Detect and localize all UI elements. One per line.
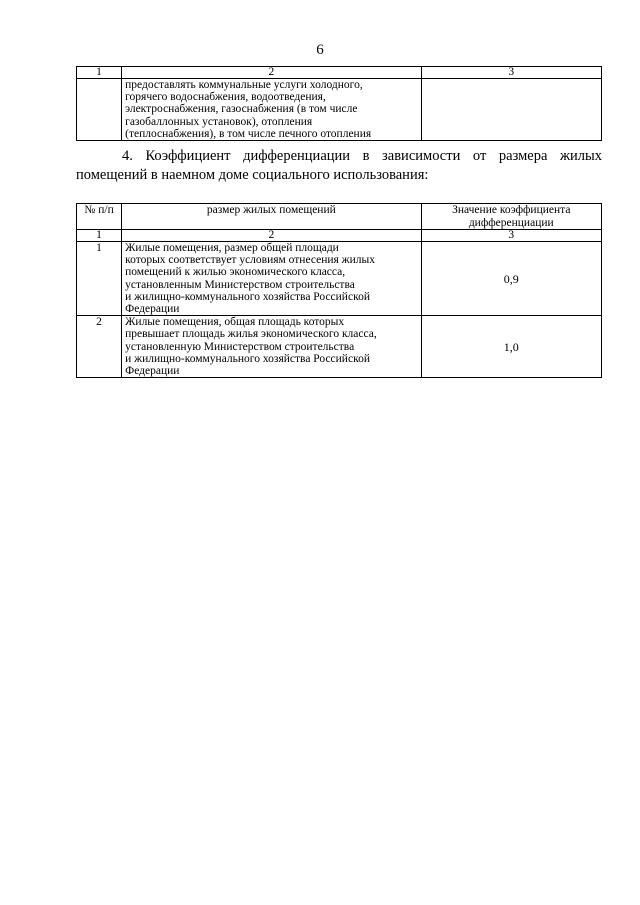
text-line: Федерации bbox=[125, 365, 180, 378]
row-description-cell bbox=[122, 242, 421, 316]
header-coefficient: Значение коэффициента дифференциации bbox=[421, 204, 601, 230]
row-value-cell bbox=[421, 79, 601, 141]
coefficient-table bbox=[76, 203, 602, 378]
column-number-3: 3 bbox=[421, 230, 601, 242]
text-line: которых соответствует условиям отнесения жилых bbox=[125, 254, 375, 267]
continued-table bbox=[76, 66, 602, 141]
header-room-size: размер жилых помещений bbox=[122, 204, 421, 230]
column-number-2: 2 bbox=[122, 230, 421, 242]
text-line: Жилые помещения, размер общей площади bbox=[125, 242, 339, 254]
table-column-numbers bbox=[77, 230, 602, 242]
text-line: установленным Министерством строительства bbox=[125, 278, 355, 291]
row-number-cell: 1 bbox=[77, 242, 122, 316]
coefficient-value: 1,0 bbox=[421, 316, 601, 378]
column-number-1: 1 bbox=[77, 67, 122, 79]
text-line: электроснабжения, газоснабжения (в том числе bbox=[125, 103, 358, 116]
column-number-3: 3 bbox=[421, 67, 601, 79]
column-number-2: 2 bbox=[122, 67, 421, 79]
page-number: 6 bbox=[316, 42, 324, 58]
text-line: помещений к жилью экономического класса, bbox=[125, 266, 346, 279]
text-line: предоставлять коммунальные услуги холодного, bbox=[125, 79, 363, 91]
row-description-cell bbox=[122, 316, 421, 378]
text-line: газобаллонных установок), отопления bbox=[125, 115, 313, 128]
table-row bbox=[77, 79, 602, 141]
text-line: и жилищно-коммунального хозяйства Российской bbox=[125, 352, 370, 365]
table-row bbox=[77, 316, 602, 378]
section-paragraph: 4. Коэффициент дифференциации в зависимости от размера жилых помещений в наемном доме социального использования: bbox=[76, 148, 602, 183]
text-line: горячего водоснабжения, водоотведения, bbox=[125, 91, 326, 104]
table-header-row bbox=[77, 204, 602, 230]
table-row bbox=[77, 242, 602, 316]
row-description-cell bbox=[122, 79, 421, 141]
table-column-numbers bbox=[77, 67, 602, 79]
text-line: превышает площадь жилья экономического класса, bbox=[125, 328, 377, 341]
row-number-cell: 2 bbox=[77, 316, 122, 378]
text-line: установленную Министерством строительства bbox=[125, 340, 355, 353]
text-line: и жилищно-коммунального хозяйства Российской bbox=[125, 290, 370, 303]
text-line: Федерации bbox=[125, 303, 180, 316]
coefficient-value: 0,9 bbox=[421, 242, 601, 316]
text-line: Жилые помещения, общая площадь которых bbox=[125, 316, 345, 329]
column-number-1: 1 bbox=[77, 230, 122, 242]
row-number-cell bbox=[77, 79, 122, 141]
text-line: (теплоснабжения), в том числе печного отопления bbox=[125, 127, 372, 140]
header-number: № п/п bbox=[77, 204, 122, 230]
